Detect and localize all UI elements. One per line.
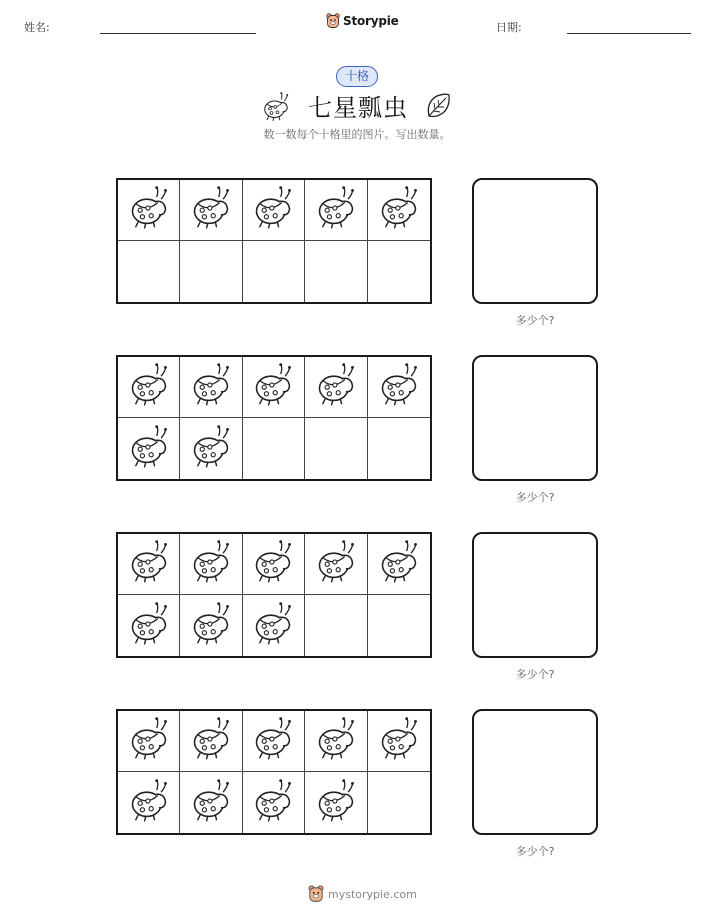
frame-cell (180, 711, 242, 772)
leaf-icon (425, 92, 451, 120)
ladybug-icon (314, 186, 358, 234)
ladybug-icon (377, 717, 421, 765)
ladybug-icon (127, 779, 171, 827)
ladybug-icon (260, 92, 292, 122)
frame-cell (118, 595, 180, 656)
frame-cell (368, 357, 430, 418)
answer-box[interactable] (472, 709, 598, 835)
answer-prompt: 多少个? (515, 491, 555, 504)
frame-cell (305, 595, 367, 656)
ladybug-icon (127, 717, 171, 765)
ladybug-icon (251, 363, 295, 411)
answer-prompt: 多少个? (515, 845, 555, 858)
ladybug-icon (189, 186, 233, 234)
ladybug-icon (377, 540, 421, 588)
ladybug-icon (127, 602, 171, 650)
frame-cell (305, 241, 367, 302)
frame-cell (368, 772, 430, 833)
ladybug-icon (189, 602, 233, 650)
frame-cell (243, 772, 305, 833)
brand-name: Storypie (343, 14, 399, 28)
page-title: 七星瓢虫 (308, 94, 408, 122)
frame-cell (305, 180, 367, 241)
frame-cell (180, 357, 242, 418)
ten-frame-tag: 十格 (336, 66, 378, 87)
ladybug-icon (251, 602, 295, 650)
answer-box[interactable] (472, 355, 598, 481)
name-line[interactable] (100, 33, 256, 34)
frame-cell (368, 180, 430, 241)
footer (308, 885, 417, 903)
frame-cell (368, 534, 430, 595)
frame-cell (243, 534, 305, 595)
ten-frame (116, 709, 432, 835)
frame-cell (180, 418, 242, 479)
frame-cell (243, 180, 305, 241)
ladybug-icon (127, 363, 171, 411)
frame-cell (118, 357, 180, 418)
frame-cell (368, 595, 430, 656)
frame-cell (243, 595, 305, 656)
ladybug-icon (314, 540, 358, 588)
brand-logo (326, 13, 399, 29)
ladybug-icon (127, 540, 171, 588)
answer-box[interactable] (472, 178, 598, 304)
ladybug-icon (251, 540, 295, 588)
ladybug-icon (251, 717, 295, 765)
answer-box[interactable] (472, 532, 598, 658)
ladybug-icon (251, 186, 295, 234)
frame-cell (118, 711, 180, 772)
frame-cell (243, 418, 305, 479)
frame-cell (180, 180, 242, 241)
frame-cell (118, 534, 180, 595)
frame-cell (118, 241, 180, 302)
frame-cell (118, 180, 180, 241)
frame-cell (118, 772, 180, 833)
frame-cell (180, 772, 242, 833)
ladybug-icon (377, 363, 421, 411)
frame-cell (180, 241, 242, 302)
frame-cell (243, 711, 305, 772)
ladybug-icon (189, 717, 233, 765)
ten-frame (116, 532, 432, 658)
ladybug-icon (377, 186, 421, 234)
ladybug-icon (314, 779, 358, 827)
ladybug-icon (127, 186, 171, 234)
ladybug-icon (314, 717, 358, 765)
ladybug-icon (314, 363, 358, 411)
frame-cell (368, 418, 430, 479)
frame-cell (305, 357, 367, 418)
ladybug-icon (189, 425, 233, 473)
footer-url: mystorypie.com (328, 887, 417, 901)
date-label: 日期: (496, 21, 522, 34)
frame-cell (305, 772, 367, 833)
bear-logo-icon (308, 885, 324, 903)
frame-cell (368, 711, 430, 772)
date-line[interactable] (567, 33, 691, 34)
instruction-text: 数一数每个十格里的图片。写出数量。 (263, 128, 451, 141)
answer-prompt: 多少个? (515, 314, 555, 327)
ten-frame (116, 178, 432, 304)
frame-cell (243, 241, 305, 302)
ladybug-icon (189, 540, 233, 588)
ladybug-icon (251, 779, 295, 827)
ladybug-icon (127, 425, 171, 473)
answer-prompt: 多少个? (515, 668, 555, 681)
frame-cell (180, 595, 242, 656)
frame-cell (180, 534, 242, 595)
frame-cell (305, 534, 367, 595)
frame-cell (305, 418, 367, 479)
bear-logo-icon (326, 13, 340, 29)
frame-cell (243, 357, 305, 418)
frame-cell (305, 711, 367, 772)
ladybug-icon (189, 779, 233, 827)
frame-cell (368, 241, 430, 302)
frame-cell (118, 418, 180, 479)
ten-frame (116, 355, 432, 481)
name-label: 姓名: (24, 21, 50, 34)
ladybug-icon (189, 363, 233, 411)
